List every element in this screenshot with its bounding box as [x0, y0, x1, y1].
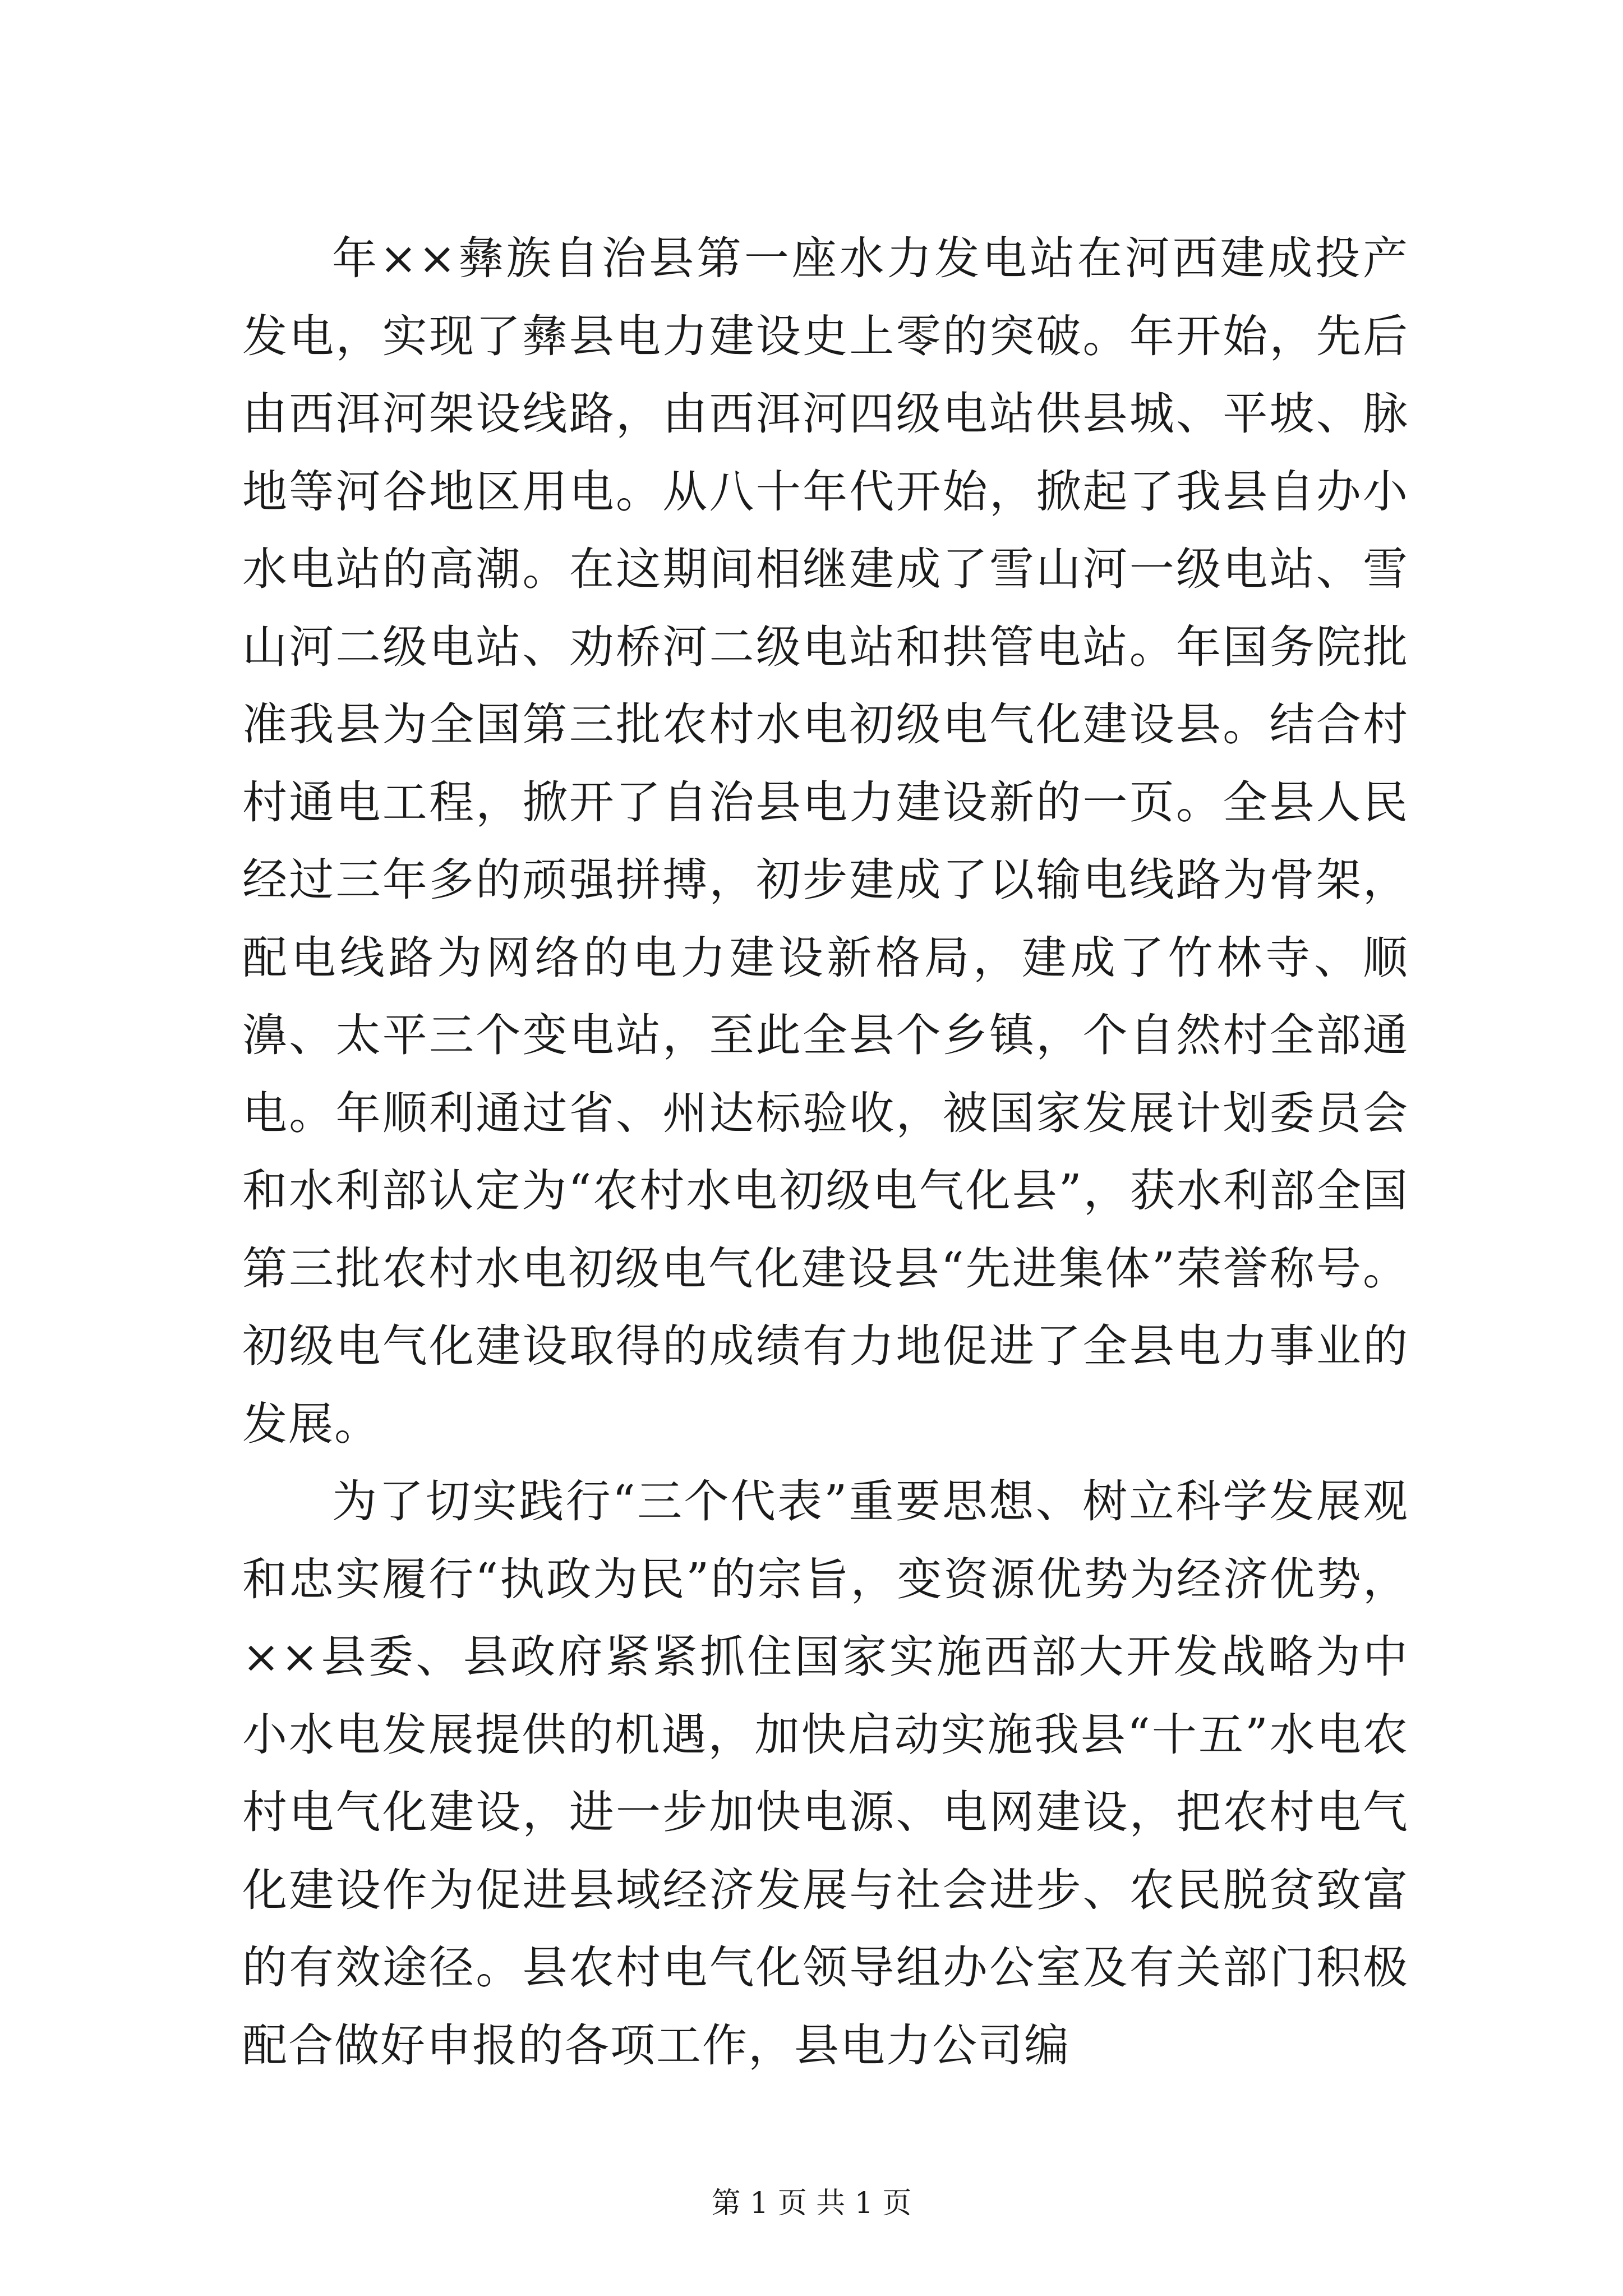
document-body [242, 220, 1409, 2085]
paragraph-rural-electrification-plan: 为了切实践行“三个代表”重要思想、树立科学发展观和忠实履行“执政为民”的宗旨，变资源优势为经济优势，××县委、县政府紧紧抓住国家实施西部大开发战略为中小水电发展提供的机遇，加快启动实施我县“十五”水电农村电气化建设，进一步加快电源、电网建设，把农村电气化建设作为促进县域经济发展与社会进步、农民脱贫致富的有效途径。县农村电气化领导组办公室及有关部门积极配合做好申报的各项工作，县电力公司编 [242, 1475, 1409, 2072]
paragraph-electrification-history: 年××彝族自治县第一座水力发电站在河西建成投产发电，实现了彝县电力建设史上零的突破。年开始，先后由西洱河架设线路，由西洱河四级电站供县城、平坡、脉地等河谷地区用电。从八十年代开始，掀起了我县自办小水电站的高潮。在这期间相继建成了雪山河一级电站、雪山河二级电站、劝桥河二级电站和拱管电站。年国务院批准我县为全国第三批农村水电初级电气化建设县。结合村村通电工程，掀开了自治县电力建设新的一页。全县人民经过三年多的顽强拼搏，初步建成了以输电线路为骨架，配电线路为网络的电力建设新格局，建成了竹林寺、顺濞、太平三个变电站，至此全县个乡镇，个自然村全部通电。年顺利通过省、州达标验收，被国家发展计划委员会和水利部认定为“农村水电初级电气化县”，获水利部全国第三批农村水电初级电气化建设县“先进集体”荣誉称号。初级电气化建设取得的成绩有力地促进了全县电力事业的发展。 [242, 232, 1409, 1450]
page-footer: 第 1 页 共 1 页 [711, 2187, 912, 2220]
